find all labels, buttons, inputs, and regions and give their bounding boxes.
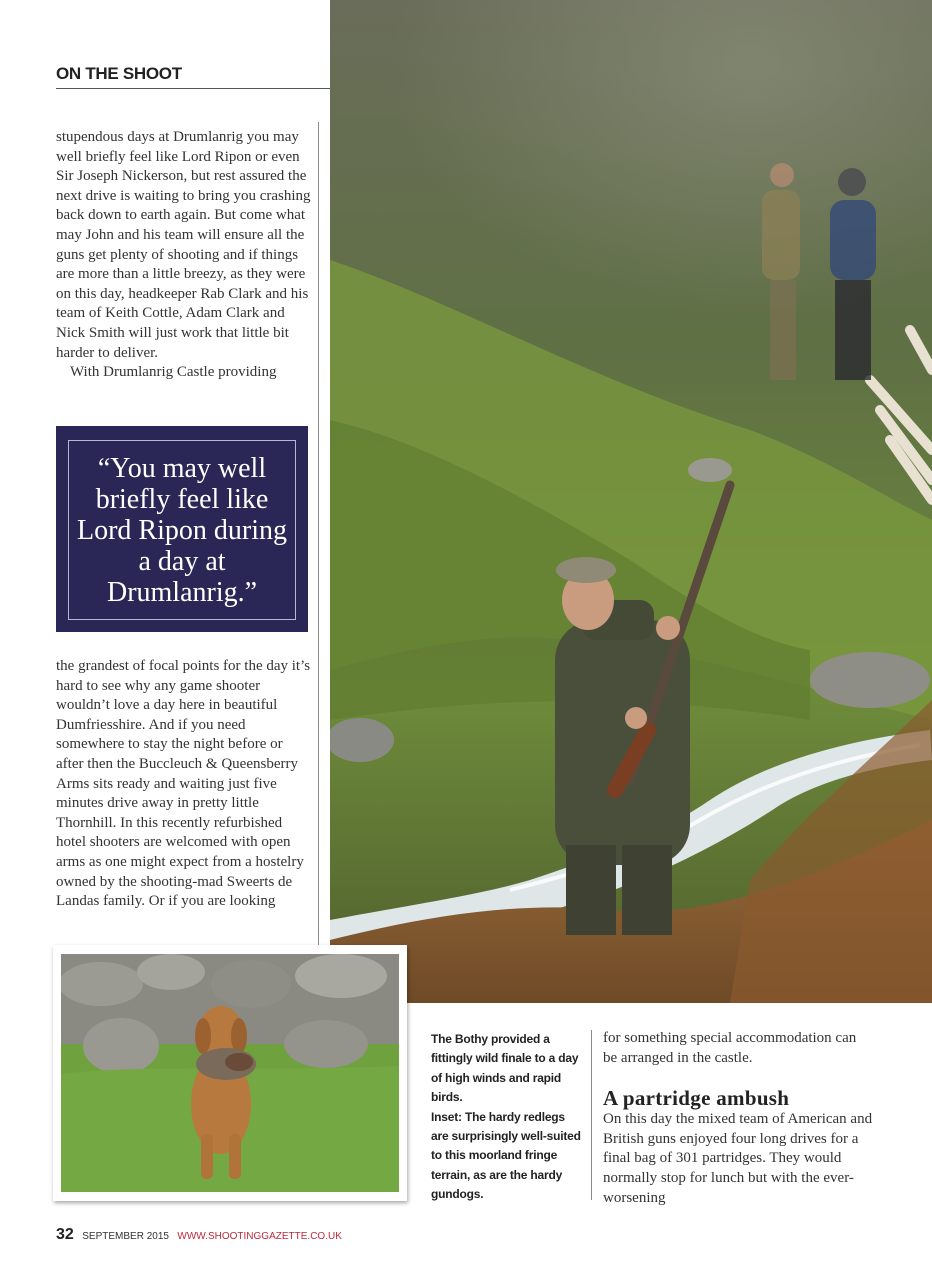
column-divider xyxy=(318,122,319,946)
hero-photo-illustration xyxy=(330,0,932,1003)
issue-date: SEPTEMBER 2015 xyxy=(82,1231,169,1242)
photo-caption xyxy=(431,1030,581,1205)
inset-photo xyxy=(53,945,407,1201)
body-column-bottom xyxy=(56,657,312,912)
body-paragraph: stupendous days at Drumlanrig you may well briefly feel like Lord Ripon or even Sir Joseph Nickerson, but rest assured the next drive is waiting to bring you crashing back down to earth again. But come what may John and his team will ensure all the guns get plenty of shooting and if things are more than a little breezy, as they were on this day, headkeeper Rab Clark and his team of Keith Cottle, Adam Clark and Nick Smith will just work that little bit harder to deliver. xyxy=(56,129,311,361)
pull-quote xyxy=(56,426,308,632)
body-column-right xyxy=(603,1029,873,1208)
page-footer xyxy=(56,1226,342,1244)
header-rule xyxy=(56,88,330,89)
caption-inset: Inset: The hardy redlegs are surprisingly well-suited to this moorland fringe terrain, as are the hardy gundogs. xyxy=(431,1109,581,1202)
hero-photo xyxy=(330,0,932,1003)
column-divider-bottom xyxy=(591,1030,592,1200)
body-paragraph: for something special accommodation can be arranged in the castle. xyxy=(603,1030,857,1066)
body-paragraph: On this day the mixed team of American and British guns enjoyed four long drives for a final bag of 301 partridges. They would normally stop for lunch but with the ever-worsening xyxy=(603,1111,873,1206)
inset-photo-illustration xyxy=(61,954,399,1192)
page-number: 32 xyxy=(56,1226,74,1243)
body-paragraph: the grandest of focal points for the day it’s hard to see why any game shooter wouldn’t love a day here in beautiful Dumfriesshire. And if you need somewhere to stay the night before or after then the Buccleuch & Queensberry Arms sits ready and waiting just five minutes drive away in pretty little Thornhill. In this recently refurbished hotel shooters are welcomed with open arms as one might expect from a hostelry owned by the shooting-mad Sweerts de Landas family. Or if you are looking xyxy=(56,658,311,910)
caption-main: The Bothy provided a fittingly wild finale to a day of high winds and rapid birds. xyxy=(431,1032,579,1105)
subheading: A partridge ambush xyxy=(603,1086,790,1111)
pull-quote-frame xyxy=(68,440,296,620)
body-paragraph: With Drumlanrig Castle providing xyxy=(70,364,277,381)
body-column-top xyxy=(56,128,312,383)
website-link[interactable]: WWW.SHOOTINGGAZETTE.CO.UK xyxy=(177,1231,342,1242)
section-label: ON THE SHOOT xyxy=(56,64,182,83)
pull-quote-text: “You may well briefly feel like Lord Ripon during a day at Drumlanrig.” xyxy=(77,452,287,608)
